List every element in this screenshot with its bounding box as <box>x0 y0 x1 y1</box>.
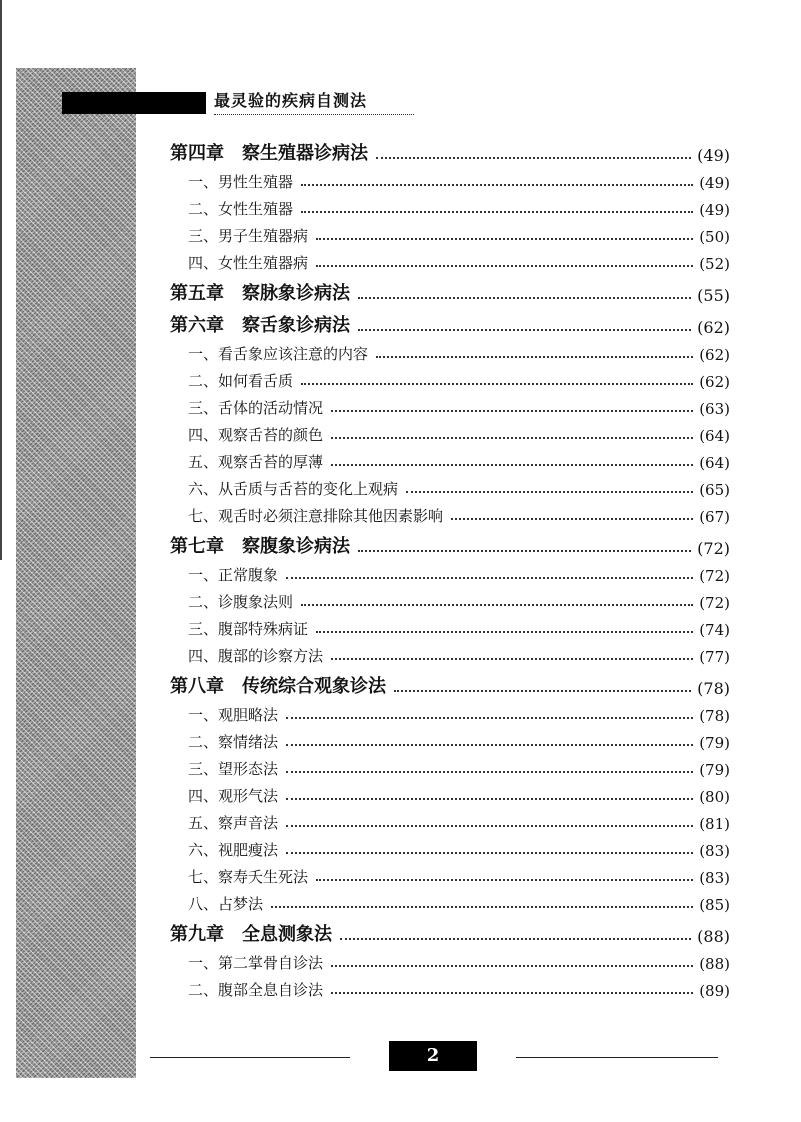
toc-page-number: (88) <box>697 927 730 946</box>
toc-entry-label: 五、察声音法 <box>188 814 279 832</box>
toc-section-entry <box>170 472 730 499</box>
dot-leader <box>286 771 693 773</box>
chapter-title: 传统综合观象诊法 <box>242 676 386 697</box>
halftone-side-strip <box>16 68 136 1078</box>
running-header-title: 最灵验的疾病自测法 <box>214 88 414 115</box>
toc-page-number: (55) <box>697 286 730 305</box>
dot-leader <box>286 798 693 800</box>
toc-entry-label: 二、女性生殖器 <box>188 200 294 218</box>
table-of-contents <box>170 133 730 1000</box>
toc-entry-label: 三、男子生殖器病 <box>188 227 309 245</box>
toc-entry-label: 五、观察舌苔的厚薄 <box>188 453 324 471</box>
toc-entry-label: 六、视肥瘦法 <box>188 841 279 859</box>
toc-page-number: (83) <box>699 842 730 860</box>
dot-leader <box>376 356 693 358</box>
dot-leader <box>316 631 693 633</box>
dot-leader <box>286 852 693 854</box>
dot-leader <box>331 965 693 967</box>
dot-leader <box>316 879 693 881</box>
toc-page-number: (49) <box>697 146 730 165</box>
toc-page-number: (62) <box>697 318 730 337</box>
chapter-number: 第七章 <box>170 536 224 557</box>
dot-leader <box>286 717 693 719</box>
toc-entry-label <box>170 279 350 305</box>
toc-section-entry <box>170 698 730 725</box>
toc-entry-label: 四、观形气法 <box>188 787 279 805</box>
dot-leader <box>358 550 691 552</box>
toc-section-entry <box>170 833 730 860</box>
scan-edge <box>0 0 8 560</box>
toc-page-number: (81) <box>699 815 730 833</box>
chapter-title: 察生殖器诊病法 <box>242 143 368 164</box>
chapter-title: 全息测象法 <box>242 924 332 945</box>
toc-page-number: (74) <box>699 621 730 639</box>
toc-section-entry <box>170 752 730 779</box>
toc-page-number: (79) <box>699 734 730 752</box>
toc-page-number: (72) <box>699 567 730 585</box>
toc-page-number: (62) <box>699 346 730 364</box>
toc-chapter-entry <box>170 916 730 946</box>
toc-section-entry <box>170 364 730 391</box>
toc-page-number: (50) <box>699 228 730 246</box>
toc-section-entry <box>170 219 730 246</box>
toc-entry-label: 二、诊腹象法则 <box>188 593 294 611</box>
dot-leader <box>376 157 691 159</box>
toc-page-number: (62) <box>699 373 730 391</box>
toc-page-number: (63) <box>699 400 730 418</box>
dot-leader <box>331 464 693 466</box>
dot-leader <box>331 410 693 412</box>
footer-rule-right <box>516 1057 718 1058</box>
toc-page-number: (88) <box>699 955 730 973</box>
toc-page-number: (72) <box>699 594 730 612</box>
chapter-number: 第五章 <box>170 283 224 304</box>
toc-section-entry <box>170 725 730 752</box>
toc-section-entry <box>170 165 730 192</box>
toc-page-number: (78) <box>697 679 730 698</box>
dot-leader <box>331 658 693 660</box>
toc-entry-label: 一、观胆略法 <box>188 706 279 724</box>
dot-leader <box>301 211 693 213</box>
toc-section-entry <box>170 612 730 639</box>
dot-leader <box>331 992 693 994</box>
toc-page-number: (89) <box>699 982 730 1000</box>
toc-page-number: (64) <box>699 427 730 445</box>
toc-entry-label: 六、从舌质与舌苔的变化上观病 <box>188 480 399 498</box>
dot-leader <box>316 238 693 240</box>
toc-entry-label: 三、舌体的活动情况 <box>188 399 324 417</box>
toc-page-number: (52) <box>699 255 730 273</box>
toc-chapter-entry <box>170 307 730 337</box>
toc-section-entry <box>170 639 730 666</box>
page-number-badge: 2 <box>389 1041 477 1071</box>
toc-section-entry <box>170 558 730 585</box>
toc-page-number: (65) <box>699 481 730 499</box>
toc-page-number: (85) <box>699 896 730 914</box>
dot-leader <box>340 938 691 940</box>
toc-entry-label: 四、观察舌苔的颜色 <box>188 426 324 444</box>
toc-section-entry <box>170 445 730 472</box>
dot-leader <box>451 518 693 520</box>
dot-leader <box>301 184 693 186</box>
toc-entry-label: 一、第二掌骨自诊法 <box>188 954 324 972</box>
chapter-number: 第九章 <box>170 924 224 945</box>
toc-entry-label: 七、察寿夭生死法 <box>188 868 309 886</box>
dot-leader <box>286 825 693 827</box>
toc-section-entry <box>170 973 730 1000</box>
toc-page-number: (79) <box>699 761 730 779</box>
toc-section-entry <box>170 860 730 887</box>
toc-entry-label: 四、女性生殖器病 <box>188 254 309 272</box>
dot-leader <box>271 906 693 908</box>
toc-section-entry <box>170 585 730 612</box>
toc-chapter-entry <box>170 275 730 305</box>
toc-entry-label: 二、如何看舌质 <box>188 372 294 390</box>
toc-entry-label: 二、腹部全息自诊法 <box>188 981 324 999</box>
toc-section-entry <box>170 391 730 418</box>
toc-page-number: (72) <box>697 539 730 558</box>
toc-section-entry <box>170 499 730 526</box>
dot-leader <box>286 744 693 746</box>
toc-entry-label: 二、察情绪法 <box>188 733 279 751</box>
dot-leader <box>301 383 693 385</box>
chapter-title: 察舌象诊病法 <box>242 315 350 336</box>
toc-page-number: (80) <box>699 788 730 806</box>
dot-leader <box>406 491 693 493</box>
footer-rule-left <box>150 1057 350 1058</box>
toc-entry-label: 一、正常腹象 <box>188 566 279 584</box>
toc-entry-label <box>170 532 350 558</box>
toc-section-entry <box>170 418 730 445</box>
toc-section-entry <box>170 779 730 806</box>
chapter-number: 第四章 <box>170 143 224 164</box>
toc-entry-label: 四、腹部的诊察方法 <box>188 647 324 665</box>
toc-section-entry <box>170 246 730 273</box>
chapter-title: 察脉象诊病法 <box>242 283 350 304</box>
dot-leader <box>358 329 691 331</box>
toc-page-number: (67) <box>699 508 730 526</box>
toc-entry-label <box>170 920 332 946</box>
header-bar <box>62 92 206 114</box>
dot-leader <box>316 265 693 267</box>
toc-chapter-entry <box>170 668 730 698</box>
dot-leader <box>286 577 693 579</box>
toc-page-number: (83) <box>699 869 730 887</box>
toc-section-entry <box>170 337 730 364</box>
toc-entry-label <box>170 311 350 337</box>
toc-page-number: (49) <box>699 174 730 192</box>
dot-leader <box>394 690 691 692</box>
toc-entry-label <box>170 672 386 698</box>
toc-entry-label <box>170 139 368 165</box>
toc-entry-label: 七、观舌时必须注意排除其他因素影响 <box>188 507 444 525</box>
toc-page-number: (77) <box>699 648 730 666</box>
toc-entry-label: 一、男性生殖器 <box>188 173 294 191</box>
toc-entry-label: 三、腹部特殊病证 <box>188 620 309 638</box>
toc-entry-label: 三、望形态法 <box>188 760 279 778</box>
toc-chapter-entry <box>170 528 730 558</box>
toc-chapter-entry <box>170 135 730 165</box>
chapter-number: 第八章 <box>170 676 224 697</box>
toc-page-number: (64) <box>699 454 730 472</box>
chapter-number: 第六章 <box>170 315 224 336</box>
dot-leader <box>301 604 693 606</box>
toc-section-entry <box>170 887 730 914</box>
chapter-title: 察腹象诊病法 <box>242 536 350 557</box>
toc-section-entry <box>170 946 730 973</box>
toc-page-number: (78) <box>699 707 730 725</box>
toc-page-number: (49) <box>699 201 730 219</box>
toc-entry-label: 八、占梦法 <box>188 895 264 913</box>
dot-leader <box>358 297 691 299</box>
toc-section-entry <box>170 192 730 219</box>
toc-section-entry <box>170 806 730 833</box>
dot-leader <box>331 437 693 439</box>
toc-entry-label: 一、看舌象应该注意的内容 <box>188 345 369 363</box>
